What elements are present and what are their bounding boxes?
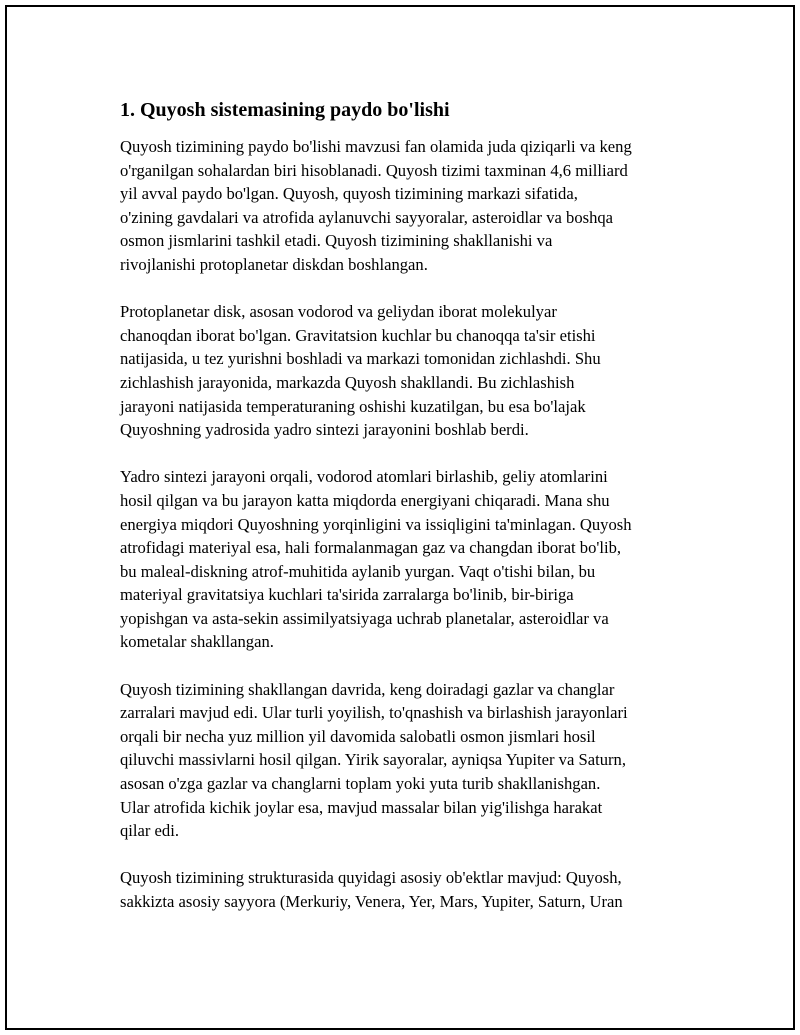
section-heading: 1. Quyosh sistemasining paydo bo'lishi <box>120 99 450 121</box>
paragraph: Yadro sintezi jarayoni orqali, vodorod atomlari birlashib, geliy atomlarini hosil qilgan va bu jarayon katta miqdorda energiyani chiqaradi. Mana shu energiya miqdori Quyoshning yorqinligini va issiqligini ta'minlagan. Quyosh atrofidagi materiyal esa, hali formalanmagan gaz va changdan iborat bo'lib, bu maleal-diskning atrof-muhitida aylanib yurgan. Vaqt o'tishi bilan, bu materiyal gravitatsiya kuchlari ta'sirida zarralarga bo'linib, bir-biriga yopishgan va asta-sekin assimilyatsiyaga uchrab planetalar, asteroidlar va kometalar shakllangan. <box>120 467 632 652</box>
document-page <box>5 5 795 1030</box>
document-body <box>120 95 695 937</box>
paragraph: Quyosh tizimining strukturasida quyidagi asosiy ob'ektlar mavjud: Quyosh, sakkizta asosiy sayyora (Merkuriy, Venera, Yer, Mars, Yupiter, Saturn, Uran <box>120 868 623 911</box>
paragraph: Quyosh tizimining shakllangan davrida, keng doiradagi gazlar va changlar zarralari mavjud edi. Ular turli yoyilish, to'qnashish va birlashish jarayonlari orqali bir necha yuz million yil davomida salobatli osmon jismlari hosil qiluvchi massivlarni hosil qilgan. Yirik sayoralar, ayniqsa Yupiter va Saturn, asosan o'zga gazlar va changlarni toplam yoki yuta turib shakllanishgan. Ular atrofida kichik joylar esa, mavjud massalar bilan yig'ilishga harakat qilar edi. <box>120 679 628 841</box>
paragraph: Protoplanetar disk, asosan vodorod va geliydan iborat molekulyar chanoqdan iborat bo'lgan. Gravitatsion kuchlar bu chanoqqa ta'sir etishi natijasida, u tez yurishni boshladi va markazi tomonidan zichlashdi. Shu zichlashish jarayonida, markazda Quyosh shakllandi. Bu zichlashish jarayoni natijasida temperaturaning oshishi kuzatilgan, bu esa bo'lajak Quyoshning yadrosida yadro sintezi jarayonini boshlab berdi. <box>120 302 601 440</box>
paragraph: Quyosh tizimining paydo bo'lishi mavzusi fan olamida juda qiziqarli va keng o'rganilgan sohalardan biri hisoblanadi. Quyosh tizimi taxminan 4,6 milliard yil avval paydo bo'lgan. Quyosh, quyosh tizimining markazi sifatida, o'zining gavdalari va atrofida aylanuvchi sayyoralar, asteroidlar va boshqa osmon jismlarini tashkil etadi. Quyosh tizimining shakllanishi va rivojlanishi protoplanetar diskdan boshlangan. <box>120 137 632 274</box>
